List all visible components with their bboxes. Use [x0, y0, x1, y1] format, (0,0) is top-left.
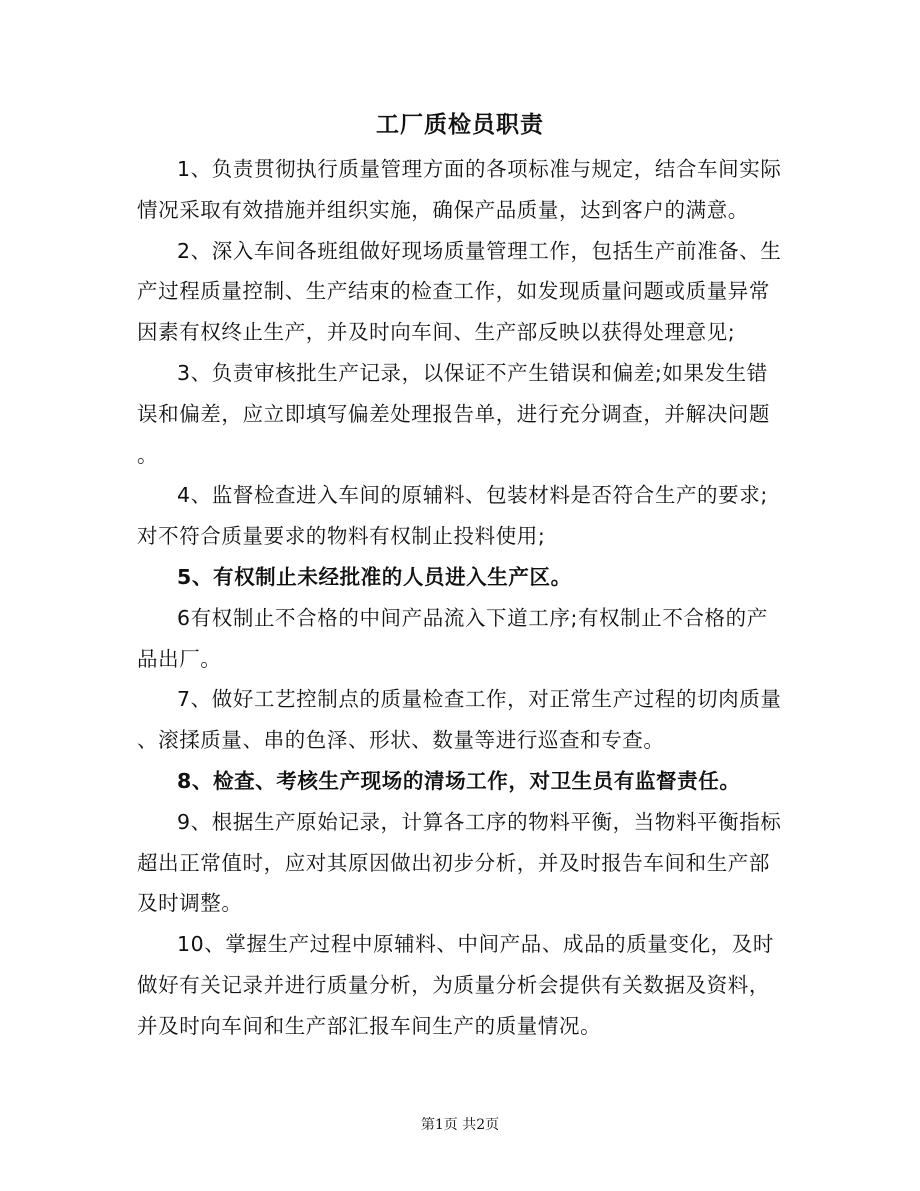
paragraph-line: 产过程质量控制、生产结束的检查工作，如发现质量问题或质量异常	[137, 279, 770, 304]
paragraph-5	[137, 557, 797, 598]
document-body	[137, 149, 797, 1047]
paragraph-line: 6有权制止不合格的中间产品流入下道工序;有权制止不合格的产	[177, 605, 768, 630]
paragraph-line: 9、根据生产原始记录，计算各工序的物料平衡，当物料平衡指标	[177, 809, 782, 834]
paragraph-line: 做好有关记录并进行质量分析，为质量分析会提供有关数据及资料，	[137, 972, 770, 997]
paragraph-6	[137, 598, 797, 680]
paragraph-4	[137, 475, 797, 557]
paragraph-line: 7、做好工艺控制点的质量检查工作，对正常生产过程的切肉质量	[177, 687, 782, 712]
paragraph-line: 2、深入车间各班组做好现场质量管理工作，包括生产前准备、生	[177, 238, 782, 263]
paragraph-8	[137, 761, 797, 802]
paragraph-line: 8、检查、考核生产现场的清场工作，对卫生员有监督责任。	[177, 768, 741, 793]
paragraph-line: 10、掌握生产过程中原辅料、中间产品、成品的质量变化，及时	[177, 932, 774, 957]
page-footer: 第1页 共2页	[420, 1117, 500, 1133]
paragraph-line: 5、有权制止未经批准的人员进入生产区。	[177, 564, 572, 589]
paragraph-line: 因素有权终止生产，并及时向车间、生产部反映以获得处理意见;	[137, 320, 736, 345]
paragraph-3	[137, 353, 797, 475]
paragraph-line: 1、负责贯彻执行质量管理方面的各项标准与规定，结合车间实际	[177, 157, 782, 181]
paragraph-line: 品出厂。	[137, 646, 222, 671]
paragraph-1	[137, 149, 797, 231]
paragraph-10	[137, 924, 797, 1046]
paragraph-line: 并及时向车间和生产部汇报车间生产的质量情况。	[137, 1013, 602, 1038]
paragraph-line: 。	[137, 442, 159, 467]
paragraph-line: 情况采取有效措施并组织实施，确保产品质量，达到客户的满意。	[137, 197, 749, 222]
paragraph-line: 对不符合质量要求的物料有权制止投料使用;	[137, 524, 546, 549]
document-title: 工厂质检员职责	[376, 112, 544, 138]
paragraph-line: 、滚揉质量、串的色泽、形状、数量等进行巡查和专查。	[137, 728, 665, 753]
paragraph-line: 误和偏差，应立即填写偏差处理报告单，进行充分调查，并解决问题	[137, 401, 770, 426]
paragraph-line: 4、监督检查进入车间的原辅料、包装材料是否符合生产的要求;	[177, 483, 768, 508]
paragraph-line: 3、负责审核批生产记录，以保证不产生错误和偏差;如果发生错	[177, 360, 768, 385]
paragraph-line: 及时调整。	[137, 891, 243, 916]
paragraph-line: 超出正常值时，应对其原因做出初步分析，并及时报告车间和生产部	[137, 850, 770, 875]
paragraph-9	[137, 802, 797, 924]
paragraph-7	[137, 679, 797, 761]
paragraph-2	[137, 231, 797, 353]
